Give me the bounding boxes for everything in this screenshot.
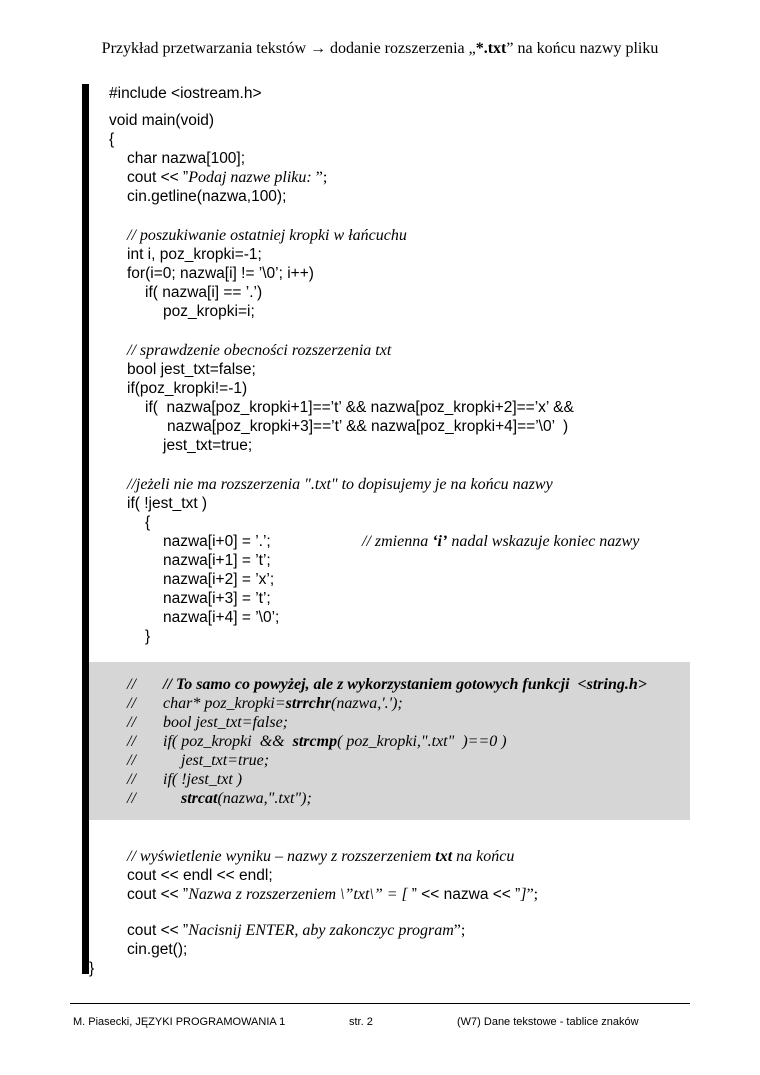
comment-slashes: // bbox=[127, 714, 136, 731]
comment-slashes: // bbox=[127, 676, 136, 693]
comment-slashes: // bbox=[127, 752, 136, 769]
alt-code-line: // To samo co powyżej, ale z wykorzystaniem gotowych funkcji <string.h> bbox=[163, 676, 647, 693]
code-line: #include <iostream.h> bbox=[109, 85, 262, 102]
footer-page: str. 2 bbox=[349, 1016, 373, 1028]
code-line: nazwa[i+2] = ’x’; bbox=[163, 571, 275, 588]
code-line: bool jest_txt=false; bbox=[127, 361, 256, 378]
alt-code-line: char* poz_kropki=strrchr(nazwa,'.'); bbox=[163, 695, 403, 712]
code-line: } bbox=[89, 960, 95, 977]
comment-slashes: // bbox=[127, 733, 136, 750]
code-line: nazwa[i+4] = ’\0’; bbox=[163, 609, 280, 626]
code-line: if( nazwa[i] == ’.’) bbox=[145, 284, 263, 301]
footer-divider bbox=[70, 1003, 690, 1004]
code-line: int i, poz_kropki=-1; bbox=[127, 246, 262, 263]
code-line: jest_txt=true; bbox=[163, 437, 253, 454]
alt-code-line: bool jest_txt=false; bbox=[163, 714, 288, 731]
code-line: for(i=0; nazwa[i] != ’\0’; i++) bbox=[127, 265, 314, 282]
code-comment: //jeżeli nie ma rozszerzenia ".txt" to dopisujemy je na końcu nazwy bbox=[127, 476, 553, 493]
alt-code-line: jest_txt=true; bbox=[181, 752, 270, 769]
page-title: Przykład przetwarzania tekstów → dodanie rozszerzenia „*.txt” na końcu nazwy pliku bbox=[101, 40, 659, 57]
code-line: cout << ”Nazwa z rozszerzeniem \”txt\” = [ ” << nazwa << ”]”; bbox=[127, 886, 539, 903]
code-line: if(poz_kropki!=-1) bbox=[127, 380, 248, 397]
code-line: cin.get(); bbox=[127, 941, 188, 958]
code-line: cout << ”Nacisnij ENTER, aby zakonczyc program”; bbox=[127, 922, 466, 939]
code-line: if( nazwa[poz_kropki+1]==’t’ && nazwa[poz_kropki+2]==’x’ && bbox=[145, 399, 574, 416]
code-line: cout << endl << endl; bbox=[127, 867, 273, 884]
code-line: nazwa[poz_kropki+3]==’t’ && nazwa[poz_kropki+4]==’\0’ ) bbox=[167, 418, 569, 435]
code-comment: // poszukiwanie ostatniej kropki w łańcuchu bbox=[127, 227, 407, 244]
code-line: char nazwa[100]; bbox=[127, 150, 246, 167]
footer-section: (W7) Dane tekstowe - tablice znaków bbox=[457, 1016, 639, 1028]
code-comment: // wyświetlenie wyniku – nazwy z rozszerzeniem txt na końcu bbox=[127, 848, 515, 865]
code-line: nazwa[i+3] = ’t’; bbox=[163, 590, 271, 607]
code-line: { bbox=[109, 131, 115, 148]
code-comment: // sprawdzenie obecności rozszerzenia txt bbox=[127, 342, 392, 359]
footer-author: M. Piasecki, JĘZYKI PROGRAMOWANIA 1 bbox=[73, 1016, 286, 1028]
code-line: cin.getline(nazwa,100); bbox=[127, 188, 287, 205]
alt-code-line: if( poz_kropki && strcmp( poz_kropki,".txt" )==0 ) bbox=[163, 733, 507, 750]
comment-slashes: // bbox=[127, 771, 136, 788]
comment-slashes: // bbox=[127, 790, 136, 807]
code-line: nazwa[i+1] = ’t’; bbox=[163, 552, 271, 569]
code-line: void main(void) bbox=[109, 112, 215, 129]
code-line: cout << ”Podaj nazwe pliku: ”; bbox=[127, 169, 328, 186]
alt-code-line: if( !jest_txt ) bbox=[163, 771, 243, 788]
code-comment: // zmienna ‘i’ nadal wskazuje koniec nazwy bbox=[362, 533, 640, 550]
code-line: } bbox=[145, 628, 151, 645]
code-margin-bar bbox=[82, 84, 89, 974]
code-line: if( !jest_txt ) bbox=[127, 495, 208, 512]
comment-slashes: // bbox=[127, 695, 136, 712]
code-line: { bbox=[145, 514, 151, 531]
code-line: poz_kropki=i; bbox=[163, 303, 255, 320]
code-line: nazwa[i+0] = ’.’; bbox=[163, 533, 271, 550]
alt-code-line: strcat(nazwa,".txt"); bbox=[181, 790, 312, 807]
